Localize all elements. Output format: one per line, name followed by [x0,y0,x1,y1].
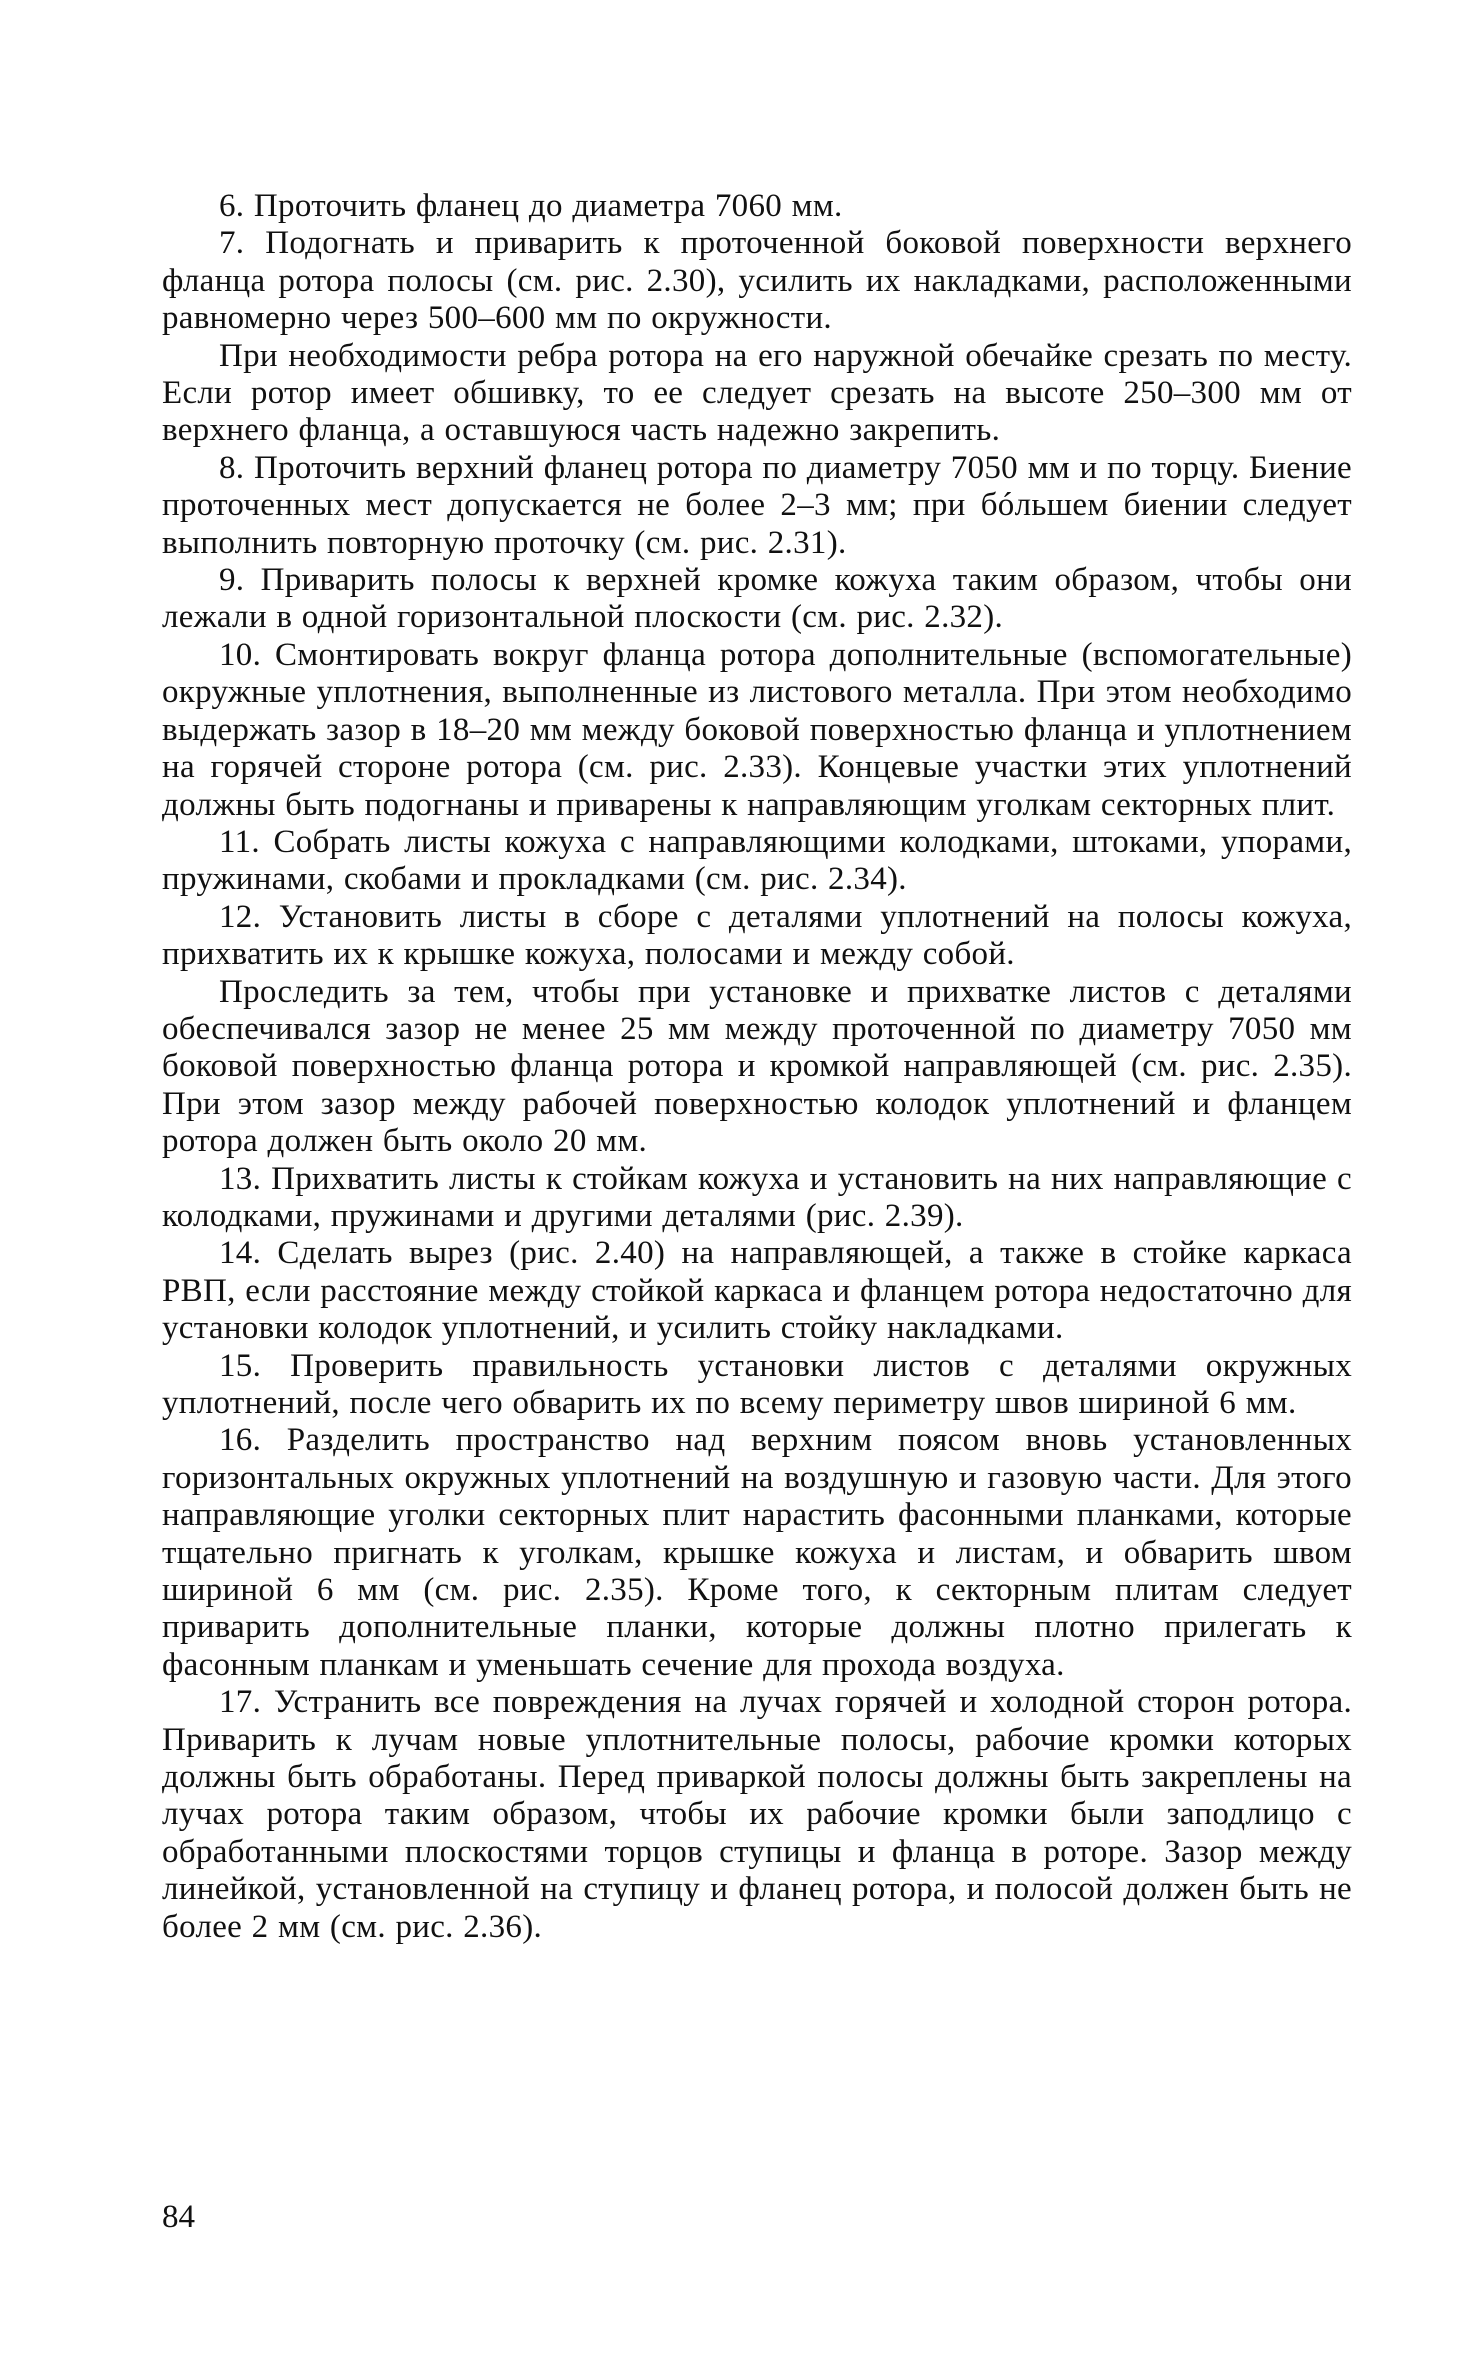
paragraph-step-6: 6. Проточить фланец до диаметра 7060 мм. [219,188,843,224]
page-number: 84 [162,2199,195,2235]
paragraph-step-7-note: При необходимости ребра ротора на его наружной обечайке срезать по месту. Если ротор имеет обшивку, то ее следует срезать на высоте 250–300 мм от верхнего фланца, а оставшуюся часть надежно закрепить. [162,337,1352,449]
paragraph-step-9: 9. Приварить полосы к верхней кромке кожуха таким образом, чтобы они лежали в одной горизонтальной плоскости (см. рис. 2.32). [162,562,1352,636]
paragraph-step-7: 7. Подогнать и приварить к проточенной боковой поверхности верхнего фланца ротора полосы (см. рис. 2.30), усилить их накладками, расположенными равномерно через 500–600 мм по окружности. [162,225,1352,337]
paragraph-step-10: 10. Смонтировать вокруг фланца ротора дополнительные (вспомогательные) окружные уплотнения, выполненные из листового металла. При этом необходимо выдержать зазор в 18–20 мм между боковой поверхностью фланца и уплотнением на горячей стороне ротора (см. рис. 2.33). Концевые участки этих уплотнений должны быть подогнаны и приварены к направляющим уголкам секторных плит. [162,636,1352,823]
paragraph-step-8: 8. Проточить верхний фланец ротора по диаметру 7050 мм и по торцу. Биение проточенных мест допускается не более 2–3 мм; при бóльшем биении следует выполнить повторную проточку (см. рис. 2.31). [162,449,1352,561]
page-body [162,188,1352,1946]
paragraph-step-13: 13. Прихватить листы к стойкам кожуха и установить на них направляющие с колодками, пружинами и другими деталями (рис. 2.39). [162,1160,1352,1234]
paragraph-step-11: 11. Собрать листы кожуха с направляющими колодками, штоками, упорами, пружинами, скобами и прокладками (см. рис. 2.34). [162,823,1352,898]
paragraph-step-16: 16. Разделить пространство над верхним поясом вновь установленных горизонтальных окружных уплотнений на воздушную и газовую части. Для этого направляющие уголки секторных плит нарастить фасонными планками, которые тщательно пригнать к уголкам, крышке кожуха и листам, и обварить швом шириной 6 мм (см. рис. 2.35). Кроме того, к секторным плитам следует приварить дополнительные планки, которые должны плотно прилегать к фасонным планкам и уменьшать сечение для прохода воздуха. [162,1422,1352,1683]
paragraph-step-15: 15. Проверить правильность установки листов с деталями окружных уплотнений, после чего обварить их по всему периметру швов шириной 6 мм. [162,1347,1352,1421]
paragraph-step-12-note: Проследить за тем, чтобы при установке и прихватке листов с деталями обеспечивался зазор не менее 25 мм между проточенной по диаметру 7050 мм боковой поверхностью фланца ротора и кромкой направляющей (см. рис. 2.35). При этом зазор между рабочей поверхностью колодок уплотнений и фланцем ротора должен быть около 20 мм. [162,973,1352,1160]
paragraph-step-17: 17. Устранить все повреждения на лучах горячей и холодной сторон ротора. Приварить к лучам новые уплотнительные полосы, рабочие кромки которых должны быть обработаны. Перед приваркой полосы должны быть закреплены на лучах ротора таким образом, чтобы их рабочие кромки были заподлицо с обработанными плоскостями торцов ступицы и фланца в роторе. Зазор между линейкой, установленной на ступицу и фланец ротора, и полосой должен быть не более 2 мм (см. рис. 2.36). [162,1684,1352,1945]
paragraph-step-12: 12. Установить листы в сборе с деталями уплотнений на полосы кожуха, прихватить их к крышке кожуха, полосами и между собой. [162,898,1352,973]
paragraph-step-14: 14. Сделать вырез (рис. 2.40) на направляющей, а также в стойке каркаса РВП, если расстояние между стойкой каркаса и фланцем ротора недостаточно для установки колодок уплотнений, и усилить стойку накладками. [162,1235,1352,1347]
